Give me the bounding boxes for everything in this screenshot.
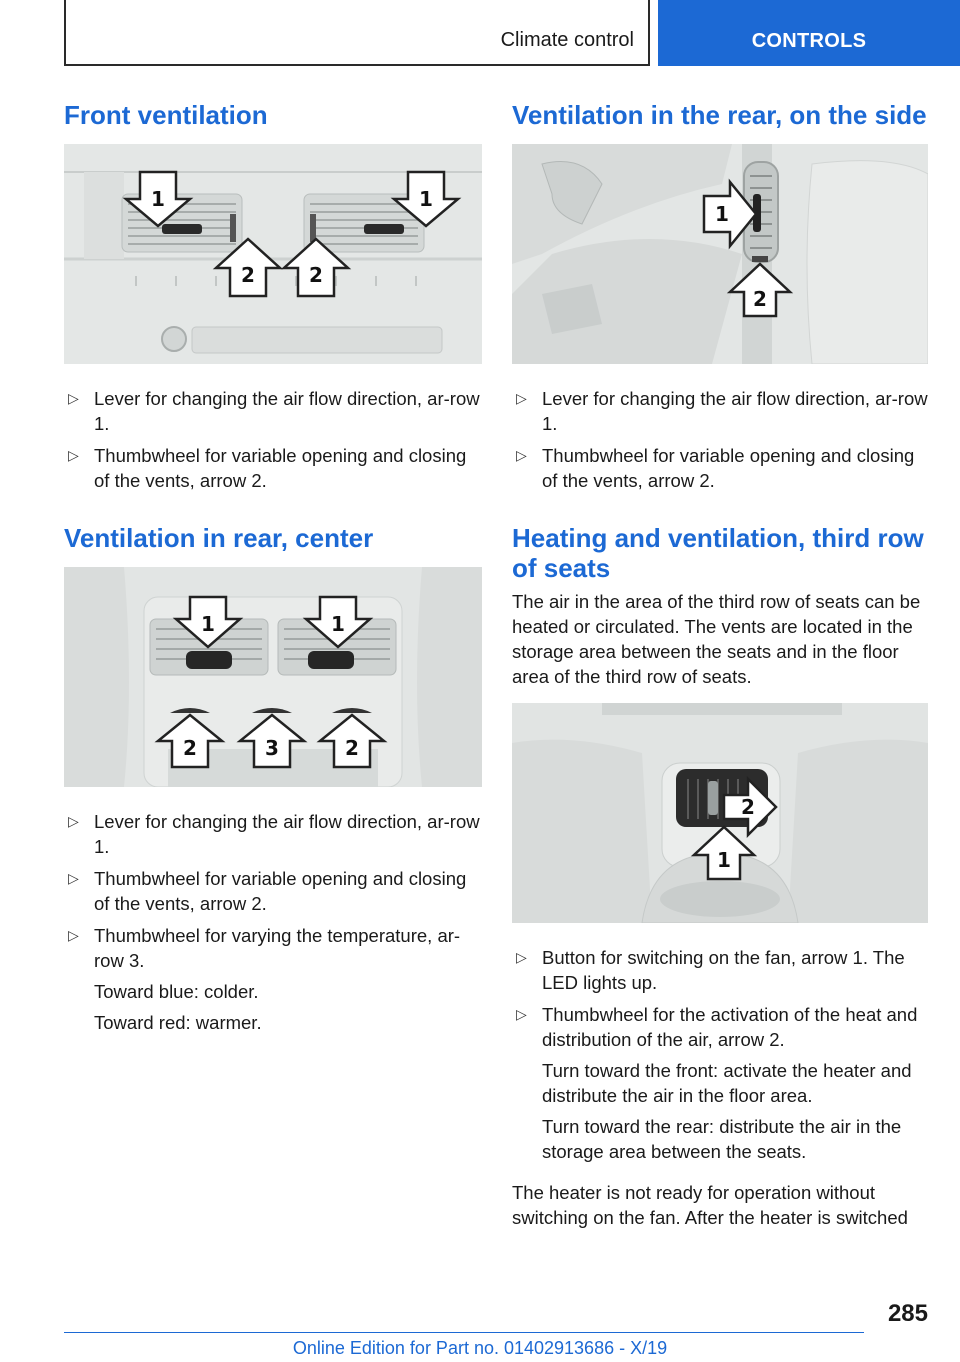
svg-text:1: 1: [331, 612, 345, 636]
list-item-subtext: Turn toward the rear: distribute the air in the storage area between the seats.: [542, 1116, 902, 1162]
list-item: [512, 1002, 928, 1164]
list-item: [64, 923, 482, 1035]
header-section-box: [64, 0, 650, 66]
list-item-text: ▷ Thumbwheel for the activation of the heat and distribution of the air, arrow 2.: [542, 1004, 918, 1050]
svg-text:1: 1: [717, 848, 731, 872]
header-chapter-tab[interactable]: [658, 0, 960, 66]
front-ventilation-heading: Front ventilation: [64, 100, 268, 130]
list-item: ▷ Thumbwheel for variable opening and closing of the vents, arrow 2.: [64, 866, 482, 916]
svg-text:3: 3: [265, 736, 279, 760]
rear-side-list: [512, 386, 928, 493]
svg-text:2: 2: [241, 263, 255, 287]
list-item-subtext: Turn toward the front: activate the heater and distribute the air in the floor area.: [542, 1060, 912, 1106]
list-item: ▷ Thumbwheel for variable opening and closing of the vents, arrow 2.: [64, 443, 482, 493]
third-row-heading: Heating and ventilation, third row of seats: [512, 523, 924, 583]
rear-side-heading: Ventilation in the rear, on the side: [512, 100, 927, 130]
list-item-subtext: Toward blue: colder.: [94, 981, 259, 1002]
list-item: ▷ Lever for changing the air flow direction, ar‐row 1.: [64, 809, 482, 859]
rear-center-heading: Ventilation in rear, center: [64, 523, 374, 553]
rear-side-illustration: [512, 144, 928, 364]
front-ventilation-list: [64, 386, 482, 493]
svg-text:1: 1: [201, 612, 215, 636]
svg-text:2: 2: [183, 736, 197, 760]
rear-side-figure: [512, 144, 928, 364]
header-chapter-label: CONTROLS: [751, 30, 867, 52]
right-column: [512, 100, 928, 1230]
third-row-intro: The air in the area of the third row of seats can be heated or circulated. The vents are located in the storage area between the seats and in the floor area of the third row of seats.: [512, 591, 921, 687]
front-ventilation-illustration: [64, 144, 482, 364]
footer-edition: Online Edition for Part no. 01402913686 - X/19: [292, 1338, 668, 1358]
list-item: ▷ Thumbwheel for variable opening and closing of the vents, arrow 2.: [512, 443, 928, 493]
svg-text:2: 2: [741, 795, 755, 819]
list-item: ▷ Button for switching on the fan, arrow 1. The LED lights up.: [512, 945, 928, 995]
list-item-subtext: Toward red: warmer.: [94, 1012, 262, 1033]
svg-text:2: 2: [345, 736, 359, 760]
third-row-list: [512, 945, 928, 1164]
footer-divider: [64, 1332, 864, 1333]
rear-center-figure: [64, 567, 482, 787]
header-section-title: Climate control: [500, 29, 634, 51]
third-row-illustration: [512, 703, 928, 923]
third-row-closing-paragraph: The heater is not ready for operation without switching on the fan. After the heater is switched: [512, 1182, 908, 1228]
rear-center-list: [64, 809, 482, 1035]
front-ventilation-figure: [64, 144, 482, 364]
rear-center-illustration: [64, 567, 482, 787]
svg-text:1: 1: [151, 187, 165, 211]
third-row-figure: [512, 703, 928, 923]
page-number: 285: [887, 1300, 928, 1327]
svg-text:2: 2: [309, 263, 323, 287]
left-column: [64, 100, 482, 1042]
svg-text:1: 1: [715, 202, 729, 226]
svg-text:1: 1: [419, 187, 433, 211]
list-item: ▷ Lever for changing the air flow direction, ar‐row 1.: [64, 386, 482, 436]
list-item-text: ▷ Thumbwheel for varying the temperature, ar‐row 3.: [94, 925, 461, 971]
svg-text:2: 2: [753, 287, 767, 311]
list-item: ▷ Lever for changing the air flow direction, ar‐row 1.: [512, 386, 928, 436]
